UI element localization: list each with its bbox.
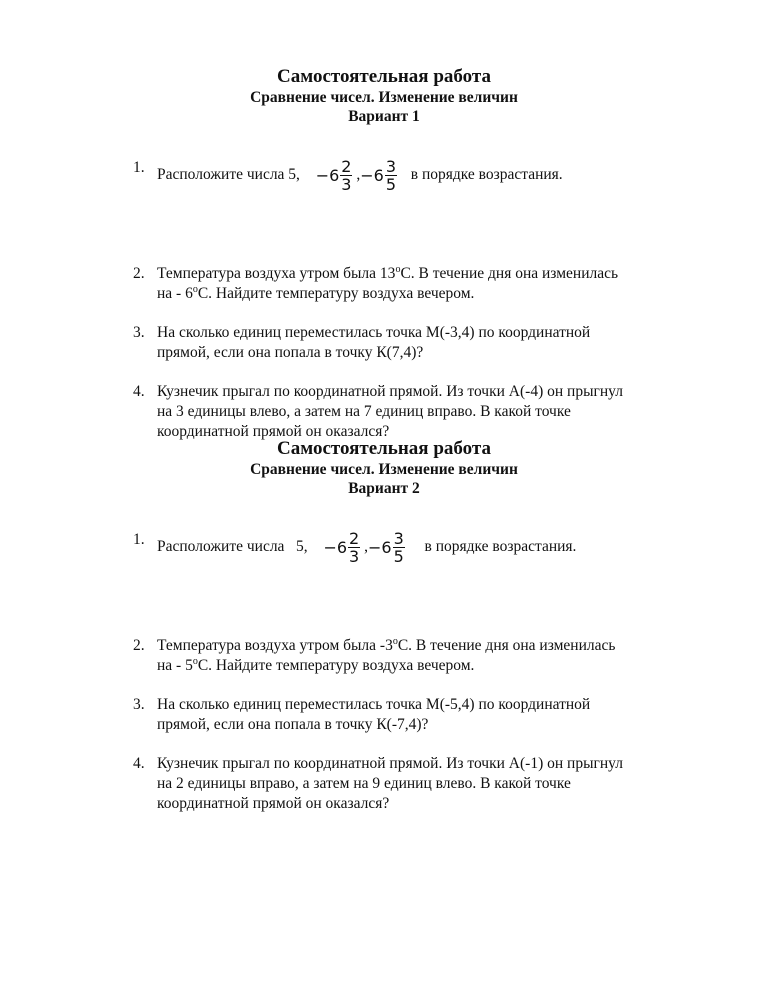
task-text: прямой, если она попала в точку К(-7,4)? [157,716,429,733]
variant-1-section [0,66,768,440]
mixed-number [316,158,353,193]
task-number: 1. [133,159,145,176]
mixed-whole: −6 [360,165,384,185]
fraction [385,158,397,193]
mixed-number [323,530,360,565]
task-number: 2. [133,265,145,282]
task-text: Кузнечик прыгал по координатной прямой. Из точки А(-1) он прыгнул [157,755,623,772]
task-2 [133,264,723,304]
task-3 [133,323,723,363]
fraction-denominator: 3 [349,547,360,566]
fraction-denominator: 5 [385,175,396,194]
task-2 [133,636,723,676]
variant-label: Вариант 2 [348,480,420,497]
task-3 [133,695,723,735]
task-text: координатной прямой он оказался? [157,423,390,440]
task-4 [133,382,723,442]
task-text: прямой, если она попала в точку К(7,4)? [157,344,424,361]
mixed-whole: −6 [315,165,340,185]
degree-sign: о [392,636,398,647]
fraction-numerator: 3 [393,529,404,548]
mixed-number [368,530,405,565]
fraction-numerator: 2 [341,157,352,176]
fraction-numerator: 3 [385,157,396,176]
worksheet-subtitle: Сравнение чисел. Изменение величин [250,89,518,106]
task-text: на - 5 [157,657,193,674]
task-number: 3. [133,324,145,341]
fraction [340,158,352,193]
task-number: 4. [133,755,145,772]
task-text: Температура воздуха утром была -3 [157,637,393,654]
task-text: На сколько единиц переместилась точка М(-3,4) по координатной [157,324,591,341]
task-text: Температура воздуха утром была 13 [157,265,396,282]
mixed-whole: −6 [367,537,392,557]
variant-2-section [0,438,768,812]
task-number: 3. [133,696,145,713]
fraction-denominator: 3 [341,175,352,194]
task-text: Кузнечик прыгал по координатной прямой. Из точки А(-4) он прыгнул [157,383,623,400]
task-number: 1. [133,531,145,548]
task-text: С. В течение дня она изменилась [397,637,616,654]
task-text: На сколько единиц переместилась точка М(-5,4) по координатной [157,696,591,713]
task-1 [133,530,723,565]
degree-sign: о [192,656,198,667]
separator: , [364,538,368,556]
worksheet-subtitle: Сравнение чисел. Изменение величин [250,461,518,478]
fraction [348,530,360,565]
task-text: координатной прямой он оказался? [157,795,390,812]
task-text: на - 6 [157,285,193,302]
degree-sign: о [395,264,401,275]
task-text: на 2 единицы вправо, а затем на 9 единиц влево. В какой точке [157,775,571,792]
task-text: С. Найдите температуру воздуха вечером. [197,285,475,302]
fraction-denominator: 5 [393,547,404,566]
task-text: С. Найдите температуру воздуха вечером. [197,657,475,674]
fraction [393,530,405,565]
task-4 [133,754,723,814]
separator: , [356,166,361,184]
degree-sign: о [192,284,198,295]
task-text: Расположите числа 5, [157,538,308,556]
task-text: на 3 единицы влево, а затем на 7 единиц вправо. В какой точке [157,403,571,420]
mixed-whole: −6 [323,537,348,557]
worksheet-title: Самостоятельная работа [277,66,491,87]
task-number: 2. [133,637,145,654]
worksheet-title: Самостоятельная работа [277,438,491,459]
task-text: в порядке возрастания. [424,538,577,556]
variant-label: Вариант 1 [348,108,420,125]
task-text: в порядке возрастания. [410,166,563,184]
task-1 [133,158,723,193]
mixed-number [360,158,397,193]
task-text: С. В течение дня она изменилась [400,265,619,282]
task-number: 4. [133,383,145,400]
fraction-numerator: 2 [349,529,360,548]
task-text: Расположите числа 5, [157,166,300,184]
